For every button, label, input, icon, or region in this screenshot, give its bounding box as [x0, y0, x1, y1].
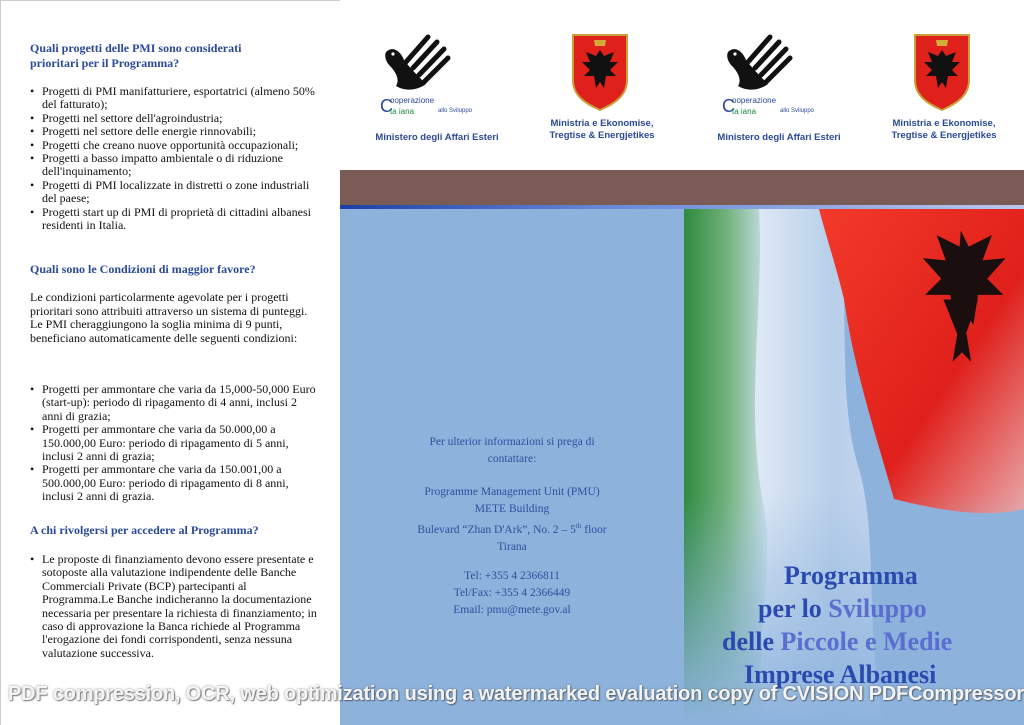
brown-band — [340, 170, 1024, 206]
list-item: • Le proposte di finanziamento devono essere presentate e sotoposte alla valutazione indipendente delle Banche Commerciali Private (BCP) partecipanti al Programma.Le Banche indicheranno la documentazione necessaria per presentare la richiesta di finanziamento; in caso di approvazione la Banca richiede al Programma l'erogazione dei fondi corrispondenti, senza nessuna valutazione successiva. — [30, 553, 320, 660]
list-item: • Progetti di PMI localizzate in distretti o zone industriali del paese; — [30, 179, 320, 206]
contact-email[interactable]: Email: pmu@mete.gov.al — [453, 604, 571, 616]
contact-tel: Tel: +355 4 2366811 — [464, 570, 560, 582]
coop-italiana: ta iana — [732, 107, 757, 116]
paragraph-line: Le condizioni particolarmente agevolate per i progetti prioritari sono attribuiti attraverso un sistema di punteggi. — [30, 290, 308, 318]
mete-caption — [532, 118, 672, 142]
dove-hand-logo — [724, 32, 794, 100]
coop-sviluppo: allo Sviluppo — [438, 108, 473, 114]
title-word: per lo — [758, 594, 829, 623]
paragraph-line: Le PMI cheraggiungono la soglia minima di 9 punti, beneficiano automaticamente delle seguenti condizioni: — [30, 317, 298, 345]
contact-fax: Tel/Fax: +355 4 2366449 — [453, 587, 571, 599]
heading-conditions: Quali sono le Condizioni di maggior favore? — [30, 262, 256, 276]
cooperazione-logo — [380, 96, 490, 122]
mete-caption — [874, 118, 1014, 142]
title-line-4: Imprese Albanesi — [744, 660, 937, 689]
list-item: • Progetti a basso impatto ambientale o di riduzione dell'inquinamento; — [30, 152, 320, 179]
list-item: • Progetti per ammontare che varia da 15,000-50,000 Euro (start-up): periodo di ripagamento di 4 anni, inclusi 2 anni di grazia; — [30, 383, 320, 423]
floor-suffix: th — [575, 522, 582, 530]
contact-phones — [392, 568, 632, 619]
list-item: • Progetti per ammontare che varia da 150.001,00 a 500.000,00 Euro: periodo di ripagamento di 8 anni, inclusi 2 anni di grazia. — [30, 463, 320, 503]
list-item: • Progetti nel settore delle energie rinnovabili; — [30, 125, 320, 138]
title-word: delle — [722, 627, 781, 656]
coop-italiana: ta iana — [390, 107, 415, 116]
title-line-1: Programma — [784, 561, 918, 590]
list-item: • Progetti nel settore dell'agroindustria; — [30, 112, 320, 125]
coop-letter: C — [380, 96, 393, 116]
caption-line: Ministria e Ekonomise, — [892, 118, 996, 129]
conditions-paragraph — [30, 291, 320, 345]
list-item: • Progetti di PMI manifatturiere, esportatrici (almeno 50% del fatturato); — [30, 85, 320, 112]
contact-org: Programme Management Unit (PMU) — [424, 486, 600, 498]
albania-coat-of-arms-icon — [912, 32, 972, 112]
priority-projects-list — [30, 85, 320, 232]
list-item: • Progetti start up di PMI di proprietà di cittadini albanesi residenti in Italia. — [30, 206, 320, 233]
title-word: Sviluppo — [828, 594, 927, 623]
street-text: Bulevard “Zhan D'Ark”, No. 2 – 5 — [417, 523, 576, 536]
caption-line: Tregtise & Energjetikes — [549, 130, 655, 141]
contact-procedure-list — [30, 553, 320, 660]
title-line-3 — [722, 627, 952, 657]
list-item: • Progetti che creano nuove opportunità occupazionali; — [30, 139, 320, 152]
contact-address — [392, 484, 632, 556]
caption-line: Ministria e Ekonomise, — [550, 118, 654, 129]
title-line-2 — [758, 594, 927, 624]
contact-building: METE Building — [474, 503, 550, 515]
contact-intro — [392, 434, 632, 468]
contact-line: Per ulterior informazioni si prega di — [429, 436, 595, 448]
albania-coat-of-arms-icon — [570, 32, 630, 112]
mae-caption: Ministero degli Affari Esteri — [717, 132, 841, 143]
heading-line: prioritari per il Programma? — [30, 56, 180, 70]
watermark-text: PDF compression, OCR, web optimization using a watermarked evaluation copy of CVISION PDFCompressor — [8, 683, 1024, 705]
list-item: • Progetti per ammontare che varia da 50.000,00 a 150.000,00 Euro: periodo di ripagamento di 5 anni, inclusi 2 anni di grazia; — [30, 423, 320, 463]
coop-sviluppo: allo Sviluppo — [780, 108, 815, 114]
heading-line: Quali progetti delle PMI sono considerati — [30, 41, 242, 55]
left-column — [0, 0, 340, 725]
caption-line: Tregtise & Energjetikes — [891, 130, 997, 141]
floor-text: floor — [581, 523, 607, 536]
mae-caption: Ministero degli Affari Esteri — [375, 132, 499, 143]
coop-word: ooperazione — [732, 96, 777, 105]
title-word: Piccole e Medie — [780, 627, 953, 656]
dove-hand-logo — [382, 32, 452, 100]
coop-word: ooperazione — [390, 96, 435, 105]
heading-whom-to-contact: A chi rivolgersi per accedere al Programma? — [30, 523, 259, 537]
contact-city: Tirana — [497, 540, 527, 553]
contact-line: contattare: — [487, 453, 537, 465]
coop-letter: C — [722, 96, 735, 116]
contact-street — [392, 518, 632, 539]
heading-priority-projects — [30, 41, 241, 71]
conditions-list — [30, 383, 320, 504]
cooperazione-logo — [722, 96, 832, 122]
